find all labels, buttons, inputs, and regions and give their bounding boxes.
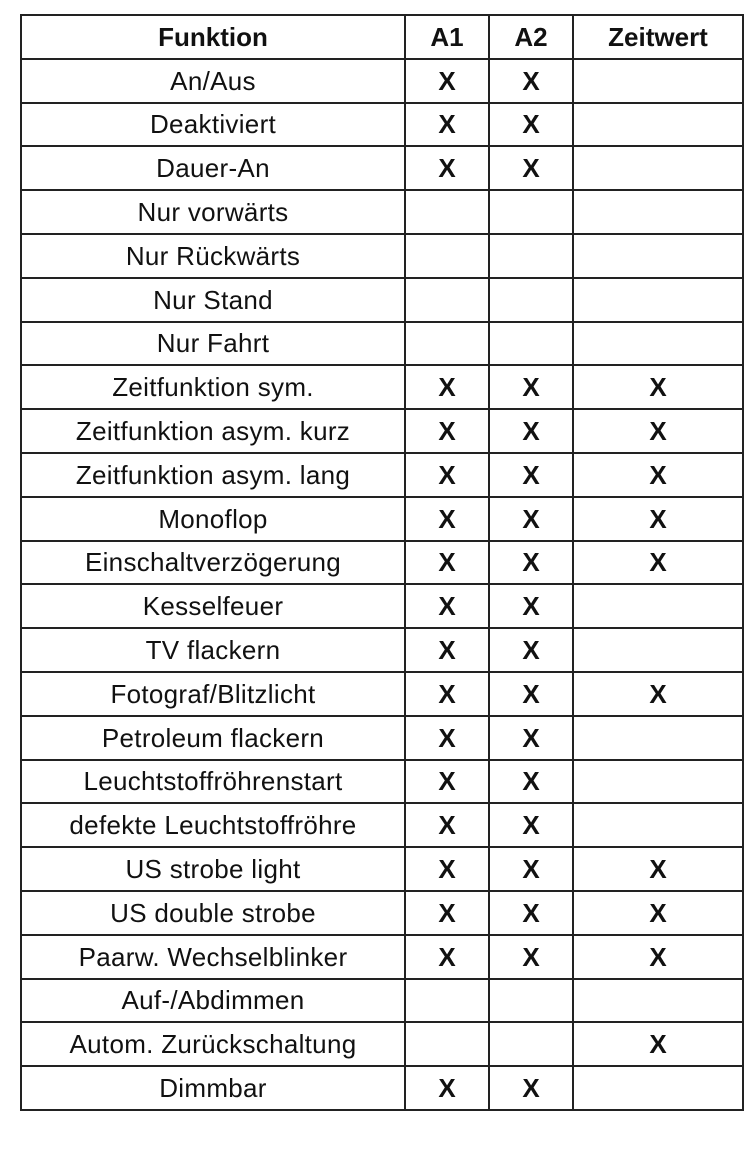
table-row <box>21 1022 743 1066</box>
cell-zeitwert <box>573 803 743 847</box>
cell-zeitwert <box>573 1066 743 1110</box>
cell-a1: X <box>405 541 489 585</box>
cell-a2: X <box>489 803 573 847</box>
table-row <box>21 409 743 453</box>
cell-funktion: Nur Rückwärts <box>21 234 405 278</box>
cell-a2: X <box>489 409 573 453</box>
table-row <box>21 760 743 804</box>
cell-a2: X <box>489 453 573 497</box>
cell-a1 <box>405 1022 489 1066</box>
table-row <box>21 716 743 760</box>
cell-zeitwert <box>573 146 743 190</box>
cell-a1: X <box>405 716 489 760</box>
cell-funktion: Zeitfunktion asym. kurz <box>21 409 405 453</box>
cell-zeitwert <box>573 322 743 366</box>
cell-a1 <box>405 979 489 1023</box>
cell-a1: X <box>405 365 489 409</box>
cell-zeitwert <box>573 103 743 147</box>
header-a2: A2 <box>489 15 573 59</box>
table-row <box>21 628 743 672</box>
cell-a2: X <box>489 497 573 541</box>
cell-a2: X <box>489 935 573 979</box>
cell-a2 <box>489 234 573 278</box>
cell-a1: X <box>405 497 489 541</box>
cell-funktion: Nur Fahrt <box>21 322 405 366</box>
table-row <box>21 803 743 847</box>
header-funktion: Funktion <box>21 15 405 59</box>
table-row <box>21 59 743 103</box>
cell-a2 <box>489 1022 573 1066</box>
cell-a2 <box>489 278 573 322</box>
cell-a1 <box>405 322 489 366</box>
cell-a1: X <box>405 1066 489 1110</box>
table-row <box>21 365 743 409</box>
cell-a2 <box>489 322 573 366</box>
cell-a1: X <box>405 803 489 847</box>
cell-a2 <box>489 190 573 234</box>
cell-funktion: TV flackern <box>21 628 405 672</box>
cell-zeitwert: X <box>573 1022 743 1066</box>
cell-zeitwert <box>573 716 743 760</box>
cell-zeitwert: X <box>573 935 743 979</box>
cell-zeitwert <box>573 278 743 322</box>
cell-zeitwert <box>573 628 743 672</box>
cell-a2: X <box>489 103 573 147</box>
cell-funktion: Fotograf/Blitzlicht <box>21 672 405 716</box>
cell-a1: X <box>405 103 489 147</box>
cell-funktion: Leuchtstoffröhrenstart <box>21 760 405 804</box>
cell-a2: X <box>489 365 573 409</box>
cell-zeitwert: X <box>573 541 743 585</box>
cell-zeitwert <box>573 760 743 804</box>
cell-a1 <box>405 234 489 278</box>
cell-funktion: Deaktiviert <box>21 103 405 147</box>
cell-a2: X <box>489 541 573 585</box>
table-row <box>21 979 743 1023</box>
cell-zeitwert <box>573 190 743 234</box>
table-row <box>21 278 743 322</box>
cell-a2: X <box>489 760 573 804</box>
table-row <box>21 672 743 716</box>
table-row <box>21 891 743 935</box>
cell-funktion: defekte Leuchtstoffröhre <box>21 803 405 847</box>
cell-a2: X <box>489 672 573 716</box>
cell-zeitwert <box>573 59 743 103</box>
cell-a1: X <box>405 760 489 804</box>
table-row <box>21 847 743 891</box>
table-body <box>21 59 743 1110</box>
cell-a2: X <box>489 628 573 672</box>
cell-funktion: Autom. Zurückschaltung <box>21 1022 405 1066</box>
cell-a2 <box>489 979 573 1023</box>
cell-a1 <box>405 190 489 234</box>
table-row <box>21 453 743 497</box>
header-a1: A1 <box>405 15 489 59</box>
cell-a1: X <box>405 891 489 935</box>
cell-funktion: US double strobe <box>21 891 405 935</box>
cell-funktion: Nur vorwärts <box>21 190 405 234</box>
table-row <box>21 146 743 190</box>
cell-funktion: Dimmbar <box>21 1066 405 1110</box>
table-row <box>21 497 743 541</box>
cell-funktion: Einschaltverzögerung <box>21 541 405 585</box>
cell-funktion: Zeitfunktion asym. lang <box>21 453 405 497</box>
cell-zeitwert: X <box>573 891 743 935</box>
cell-a1: X <box>405 146 489 190</box>
cell-funktion: Auf-/Abdimmen <box>21 979 405 1023</box>
cell-funktion: Paarw. Wechselblinker <box>21 935 405 979</box>
cell-funktion: US strobe light <box>21 847 405 891</box>
cell-a1: X <box>405 453 489 497</box>
cell-zeitwert <box>573 234 743 278</box>
table-row <box>21 541 743 585</box>
cell-a1: X <box>405 59 489 103</box>
cell-a1: X <box>405 628 489 672</box>
cell-funktion: Monoflop <box>21 497 405 541</box>
cell-funktion: Dauer-An <box>21 146 405 190</box>
header-zeitwert: Zeitwert <box>573 15 743 59</box>
cell-zeitwert: X <box>573 409 743 453</box>
table-row <box>21 190 743 234</box>
cell-a1 <box>405 278 489 322</box>
cell-funktion: Nur Stand <box>21 278 405 322</box>
cell-a1: X <box>405 584 489 628</box>
cell-zeitwert <box>573 979 743 1023</box>
cell-a2: X <box>489 146 573 190</box>
cell-a2: X <box>489 847 573 891</box>
header-row <box>21 15 743 59</box>
cell-a2: X <box>489 584 573 628</box>
cell-a2: X <box>489 59 573 103</box>
table-row <box>21 103 743 147</box>
cell-zeitwert: X <box>573 672 743 716</box>
table-row <box>21 584 743 628</box>
cell-funktion: An/Aus <box>21 59 405 103</box>
table-row <box>21 322 743 366</box>
cell-funktion: Petroleum flackern <box>21 716 405 760</box>
function-table <box>20 14 744 1111</box>
cell-zeitwert: X <box>573 453 743 497</box>
cell-zeitwert <box>573 584 743 628</box>
table-row <box>21 1066 743 1110</box>
cell-a1: X <box>405 935 489 979</box>
cell-a2: X <box>489 891 573 935</box>
table-row <box>21 935 743 979</box>
cell-funktion: Zeitfunktion sym. <box>21 365 405 409</box>
cell-zeitwert: X <box>573 847 743 891</box>
cell-a1: X <box>405 672 489 716</box>
cell-zeitwert: X <box>573 365 743 409</box>
cell-a1: X <box>405 847 489 891</box>
cell-zeitwert: X <box>573 497 743 541</box>
cell-a2: X <box>489 1066 573 1110</box>
table-row <box>21 234 743 278</box>
cell-funktion: Kesselfeuer <box>21 584 405 628</box>
cell-a1: X <box>405 409 489 453</box>
cell-a2: X <box>489 716 573 760</box>
